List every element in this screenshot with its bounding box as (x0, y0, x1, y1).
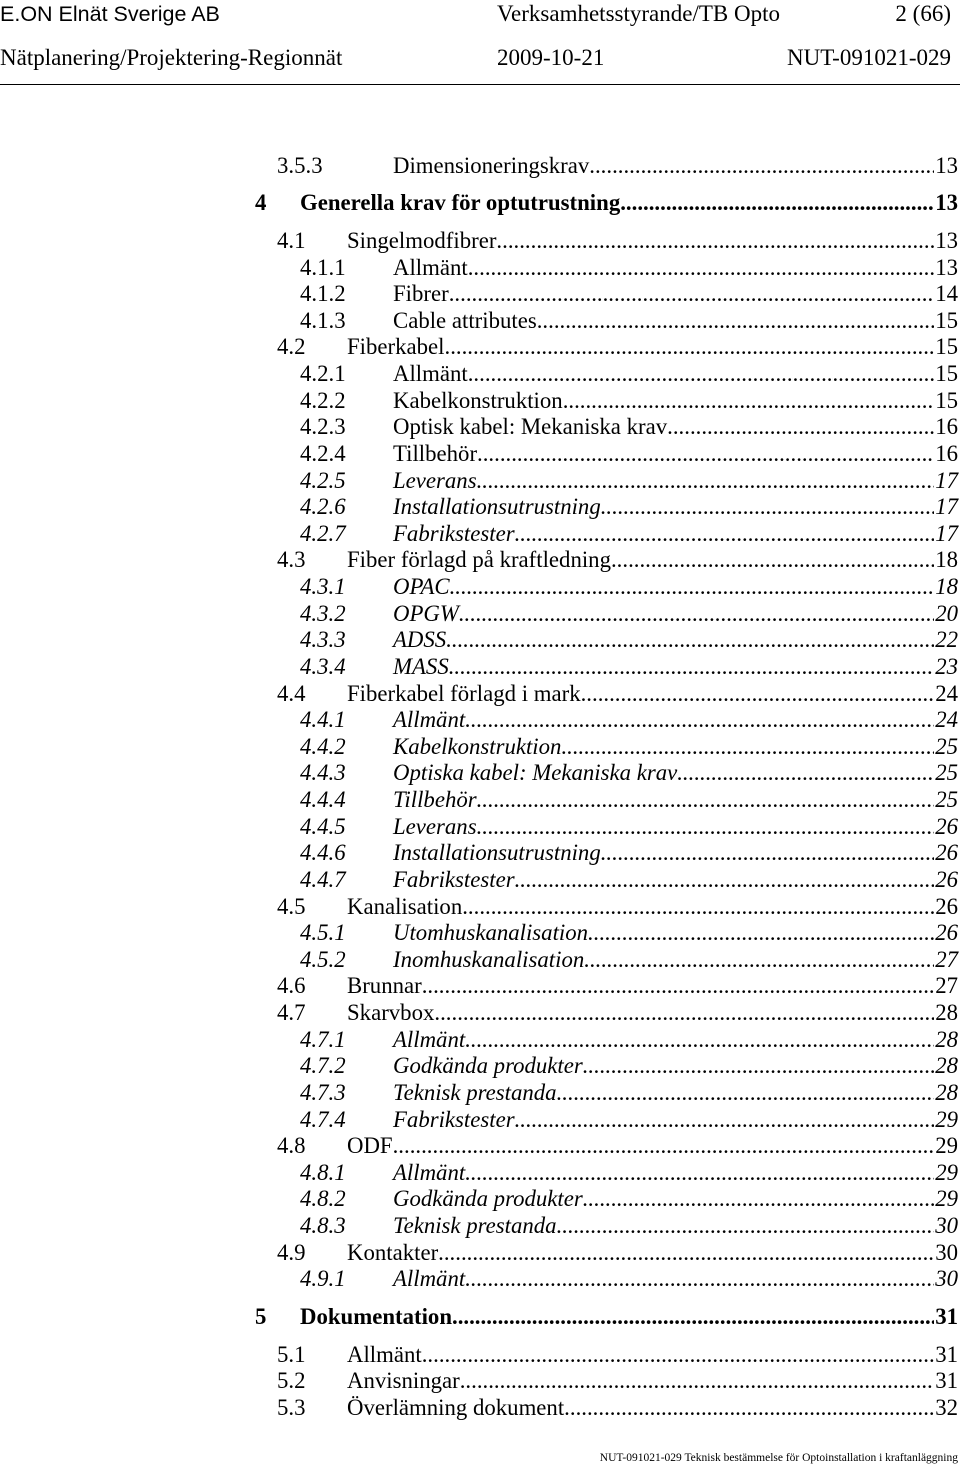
header-company: E.ON Elnät Sverige AB (0, 2, 220, 26)
toc-entry-dot-leader (462, 894, 934, 921)
toc-entry-dot-leader (611, 547, 934, 574)
toc-entry-4-1-1[interactable] (0, 255, 960, 282)
toc-entry-4-2-6[interactable] (0, 494, 960, 521)
toc-entry-title: Utomhuskanalisation (393, 920, 589, 946)
toc-entry-title: Fiber förlagd på kraftledning (347, 547, 611, 573)
toc-entry-dot-leader (452, 1304, 934, 1331)
toc-entry-4-4-4[interactable] (0, 787, 960, 814)
toc-entry-number: 4.8.2 (300, 1186, 346, 1212)
toc-entry-number: 4.4.5 (300, 813, 346, 839)
toc-entry-title: Installationsutrustning (393, 840, 601, 866)
toc-entry-page-number: 23 (935, 653, 958, 679)
toc-entry-page-number: 25 (935, 787, 958, 813)
toc-entry-title: Fibrer (393, 281, 449, 307)
toc-entry-title: ADSS (393, 627, 447, 653)
toc-entry-title: Brunnar (347, 973, 422, 999)
toc-entry-title: Tillbehör (393, 440, 478, 466)
toc-entry-number: 4.2.4 (300, 440, 346, 466)
toc-entry-page-number: 26 (935, 813, 958, 839)
toc-entry-dot-leader (445, 334, 935, 361)
toc-entry-title: OPAC (393, 574, 450, 600)
toc-entry-title: Teknisk prestanda (393, 1079, 557, 1105)
toc-entry-4-1-3[interactable] (0, 308, 960, 335)
toc-entry-4-2-1[interactable] (0, 361, 960, 388)
toc-entry-page-number: 17 (935, 494, 958, 520)
toc-entry-page-number: 26 (935, 893, 958, 919)
toc-entry-page-number: 15 (935, 387, 958, 413)
toc-entry-number: 4.7 (277, 1000, 306, 1026)
toc-entry-title: Allmänt (393, 1159, 466, 1185)
toc-entry-number: 4.2.3 (300, 414, 346, 440)
toc-entry-dot-leader (589, 153, 934, 180)
toc-entry-dot-leader (588, 920, 934, 947)
toc-entry-title: Singelmodfibrer (347, 227, 497, 253)
toc-entry-dot-leader (477, 468, 935, 495)
header-document-type: Verksamhetsstyrande/TB Opto (497, 1, 780, 26)
toc-entry-page-number: 26 (935, 866, 958, 892)
toc-entry-page-number: 28 (935, 1053, 958, 1079)
toc-entry-page-number: 24 (935, 680, 958, 706)
toc-entry-page-number: 13 (935, 254, 958, 280)
toc-entry-4-2-7[interactable] (0, 521, 960, 548)
toc-entry-dot-leader (459, 601, 934, 628)
toc-entry-4-4-6[interactable] (0, 840, 960, 867)
toc-entry-number: 4.5.2 (300, 946, 346, 972)
toc-entry-dot-leader (465, 1027, 934, 1054)
toc-entry-title: ODF (347, 1133, 393, 1159)
toc-entry-4-7-4[interactable] (0, 1107, 960, 1134)
toc-entry-4-4-7[interactable] (0, 867, 960, 894)
toc-entry-dot-leader (557, 1213, 935, 1240)
toc-entry-dot-leader (584, 947, 934, 974)
toc-entry-dot-leader (515, 1107, 935, 1134)
toc-entry-page-number: 25 (935, 760, 958, 786)
toc-entry-title: Fabrikstester (393, 1106, 515, 1132)
toc-entry-number: 4.4.6 (300, 840, 346, 866)
toc-entry-4-5-1[interactable] (0, 920, 960, 947)
toc-entry-page-number: 29 (935, 1159, 958, 1185)
toc-entry-dot-leader (449, 281, 934, 308)
toc-entry-4-2-5[interactable] (0, 468, 960, 495)
toc-entry-number: 4.4 (277, 680, 306, 706)
toc-entry-number: 4.9.1 (300, 1266, 346, 1292)
toc-entry-number: 4.2.2 (300, 387, 346, 413)
toc-entry-title: Kabelkonstruktion (393, 733, 562, 759)
toc-entry-dot-leader (465, 707, 934, 734)
toc-entry-page-number: 30 (935, 1239, 958, 1265)
toc-entry-page-number: 32 (935, 1394, 958, 1420)
toc-entry-number: 4.4.1 (300, 707, 346, 733)
toc-entry-dot-leader (601, 494, 934, 521)
toc-entry-number: 5.1 (277, 1341, 306, 1367)
toc-entry-page-number: 16 (935, 414, 958, 440)
toc-entry-number: 4.4.2 (300, 733, 346, 759)
toc-entry-page-number: 16 (935, 440, 958, 466)
toc-entry-page-number: 25 (935, 733, 958, 759)
toc-entry-dot-leader (515, 867, 935, 894)
toc-entry-4-3-3[interactable] (0, 627, 960, 654)
toc-entry-dot-leader (601, 840, 934, 867)
toc-entry-number: 4.8 (277, 1133, 306, 1159)
toc-entry-title: Överlämning dokument (347, 1394, 565, 1420)
toc-entry-number: 4.2.1 (300, 361, 346, 387)
toc-entry-title: Skarvbox (347, 1000, 435, 1026)
toc-entry-5[interactable] (0, 1304, 960, 1331)
toc-entry-title: Tillbehör (393, 787, 477, 813)
toc-entry-title: Optisk kabel: Mekaniska krav (393, 414, 668, 440)
toc-entry-number: 4.1.3 (300, 307, 346, 333)
toc-entry-dot-leader (422, 973, 935, 1000)
toc-entry-number: 4.3 (277, 547, 306, 573)
toc-entry-4-4-1[interactable] (0, 707, 960, 734)
toc-entry-4-3-4[interactable] (0, 654, 960, 681)
toc-entry-page-number: 31 (935, 1303, 958, 1329)
toc-entry-4-7-2[interactable] (0, 1053, 960, 1080)
toc-entry-page-number: 29 (935, 1186, 958, 1212)
toc-entry-title: Leverans (393, 813, 477, 839)
toc-entry-4-1[interactable] (0, 228, 960, 255)
toc-entry-dot-leader (496, 228, 934, 255)
toc-entry-number: 4.2.5 (300, 467, 346, 493)
toc-entry-title: Allmänt (393, 707, 466, 733)
toc-entry-4-9-1[interactable] (0, 1266, 960, 1293)
toc-entry-page-number: 31 (935, 1341, 958, 1367)
toc-entry-page-number: 26 (935, 840, 958, 866)
toc-entry-number: 5.2 (277, 1368, 306, 1394)
toc-entry-dot-leader (581, 681, 935, 708)
toc-entry-dot-leader (477, 441, 934, 468)
toc-entry-4-8-1[interactable] (0, 1160, 960, 1187)
toc-entry-title: Allmänt (393, 1266, 466, 1292)
toc-entry-4-2-2[interactable] (0, 388, 960, 415)
toc-entry-dot-leader (557, 1080, 935, 1107)
toc-entry-title: Allmänt (393, 361, 468, 387)
toc-entry-number: 4.4.7 (300, 866, 346, 892)
toc-entry-title: Godkända produkter (393, 1186, 583, 1212)
toc-entry-number: 4.7.3 (300, 1079, 346, 1105)
toc-entry-4-8[interactable] (0, 1133, 960, 1160)
toc-entry-title: Fabrikstester (393, 866, 515, 892)
toc-entry-number: 4.4.4 (300, 787, 346, 813)
toc-entry-5-1[interactable] (0, 1342, 960, 1369)
toc-entry-title: OPGW (393, 600, 459, 626)
toc-entry-page-number: 30 (935, 1266, 958, 1292)
toc-entry-title: Fiberkabel (347, 334, 445, 360)
toc-entry-dot-leader (438, 1240, 934, 1267)
toc-entry-4-8-2[interactable] (0, 1186, 960, 1213)
toc-entry-title: Teknisk prestanda (393, 1213, 557, 1239)
toc-entry-4-2-3[interactable] (0, 414, 960, 441)
toc-entry-number: 4.5 (277, 893, 306, 919)
toc-entry-page-number: 31 (935, 1368, 958, 1394)
toc-entry-dot-leader (677, 760, 934, 787)
toc-entry-page-number: 28 (935, 1000, 958, 1026)
toc-entry-dot-leader (465, 1266, 934, 1293)
toc-entry-page-number: 20 (935, 600, 958, 626)
toc-entry-title: Allmänt (393, 1026, 466, 1052)
toc-entry-page-number: 28 (935, 1079, 958, 1105)
toc-entry-title: Dimensioneringskrav (393, 152, 590, 178)
toc-entry-4-1-2[interactable] (0, 281, 960, 308)
toc-entry-page-number: 15 (935, 361, 958, 387)
toc-entry-number: 4.1 (277, 227, 306, 253)
header-date: 2009-10-21 (497, 45, 605, 70)
toc-entry-number: 4 (255, 190, 267, 216)
toc-entry-title: Fabrikstester (393, 520, 515, 546)
toc-entry-dot-leader (561, 734, 934, 761)
toc-entry-number: 4.8.3 (300, 1213, 346, 1239)
toc-entry-page-number: 28 (935, 1026, 958, 1052)
toc-entry-4-4-2[interactable] (0, 734, 960, 761)
toc-entry-title: Dokumentation (300, 1303, 452, 1329)
toc-entry-4-3-2[interactable] (0, 601, 960, 628)
toc-entry-dot-leader (468, 361, 934, 388)
toc-entry-number: 4.9 (277, 1239, 306, 1265)
toc-entry-dot-leader (465, 1160, 934, 1187)
toc-entry-number: 4.3.4 (300, 653, 346, 679)
toc-entry-4-6[interactable] (0, 973, 960, 1000)
header-department: Nätplanering/Projektering-Regionnät (0, 45, 343, 70)
toc-entry-number: 4.5.1 (300, 920, 346, 946)
toc-entry-title: Generella krav för optutrustning (300, 190, 621, 216)
page-footer: NUT-091021-029 Teknisk bestämmelse för Optoinstallation i kraftanläggning (599, 1452, 958, 1464)
toc-entry-dot-leader (446, 627, 934, 654)
toc-entry-page-number: 29 (935, 1133, 958, 1159)
toc-entry-title: Cable attributes (393, 307, 537, 333)
toc-entry-number: 4.1.1 (300, 254, 346, 280)
header-divider (0, 84, 960, 85)
toc-entry-title: Inomhuskanalisation (393, 946, 585, 972)
toc-entry-dot-leader (477, 787, 935, 814)
toc-entry-4-4[interactable] (0, 681, 960, 708)
toc-entry-page-number: 15 (935, 307, 958, 333)
toc-entry-number: 4.3.2 (300, 600, 346, 626)
toc-entry-dot-leader (434, 1000, 934, 1027)
toc-entry-number: 5.3 (277, 1394, 306, 1420)
toc-entry-4-2[interactable] (0, 334, 960, 361)
toc-entry-number: 4.2 (277, 334, 306, 360)
toc-entry-page-number: 29 (935, 1106, 958, 1132)
toc-entry-5-3[interactable] (0, 1395, 960, 1422)
toc-entry-4-4-3[interactable] (0, 760, 960, 787)
header-line-1 (0, 0, 960, 28)
toc-entry-dot-leader (460, 1368, 934, 1395)
toc-entry-4-9[interactable] (0, 1240, 960, 1267)
toc-entry-page-number: 18 (935, 547, 958, 573)
toc-entry-number: 4.2.6 (300, 494, 346, 520)
toc-entry-4-7[interactable] (0, 1000, 960, 1027)
toc-entry-number: 5 (255, 1303, 267, 1329)
toc-entry-title: MASS (393, 653, 449, 679)
toc-entry-dot-leader (449, 654, 934, 681)
header-document-id: NUT-091021-029 (787, 45, 951, 70)
toc-entry-page-number: 15 (935, 334, 958, 360)
toc-entry-4-5-2[interactable] (0, 947, 960, 974)
toc-entry-4-7-3[interactable] (0, 1080, 960, 1107)
toc-entry-number: 4.7.2 (300, 1053, 346, 1079)
toc-entry-dot-leader (450, 574, 935, 601)
toc-entry-title: Kanalisation (347, 893, 463, 919)
toc-entry-page-number: 22 (935, 627, 958, 653)
toc-entry-number: 4.8.1 (300, 1159, 346, 1185)
toc-entry-dot-leader (667, 414, 934, 441)
toc-entry-number: 3.5.3 (277, 152, 323, 178)
toc-entry-number: 4.6 (277, 973, 306, 999)
toc-entry-number: 4.4.3 (300, 760, 346, 786)
toc-entry-dot-leader (620, 190, 934, 217)
toc-entry-dot-leader (515, 521, 935, 548)
toc-entry-title: Installationsutrustning (393, 494, 601, 520)
toc-entry-page-number: 14 (935, 281, 958, 307)
header-line-2 (0, 44, 960, 72)
toc-entry-dot-leader (537, 308, 934, 335)
toc-entry-title: Allmänt (393, 254, 468, 280)
toc-entry-page-number: 13 (935, 227, 958, 253)
toc-entry-page-number: 26 (935, 920, 958, 946)
toc-entry-title: Optiska kabel: Mekaniska krav (393, 760, 678, 786)
toc-entry-5-2[interactable] (0, 1368, 960, 1395)
toc-entry-dot-leader (468, 255, 934, 282)
toc-entry-dot-leader (564, 1395, 934, 1422)
toc-entry-4-8-3[interactable] (0, 1213, 960, 1240)
toc-entry-page-number: 27 (935, 946, 958, 972)
toc-entry-dot-leader (563, 388, 935, 415)
toc-entry-4-7-1[interactable] (0, 1027, 960, 1054)
toc-entry-page-number: 17 (935, 467, 958, 493)
toc-entry-title: Leverans (393, 467, 477, 493)
toc-entry-number: 4.3.3 (300, 627, 346, 653)
toc-entry-title: Anvisningar (347, 1368, 460, 1394)
toc-entry-4-2-4[interactable] (0, 441, 960, 468)
toc-entry-title: Allmänt (347, 1341, 422, 1367)
toc-entry-number: 4.2.7 (300, 520, 346, 546)
toc-entry-4[interactable] (0, 190, 960, 217)
toc-entry-number: 4.3.1 (300, 574, 346, 600)
toc-entry-3-5-3[interactable] (0, 153, 960, 180)
toc-entry-4-3[interactable] (0, 547, 960, 574)
toc-entry-4-3-1[interactable] (0, 574, 960, 601)
toc-list (0, 153, 960, 1422)
toc-entry-dot-leader (583, 1186, 934, 1213)
toc-entry-dot-leader (583, 1053, 934, 1080)
toc-entry-page-number: 27 (935, 973, 958, 999)
toc-entry-dot-leader (477, 814, 935, 841)
toc-entry-title: Fiberkabel förlagd i mark (347, 680, 581, 706)
toc-entry-page-number: 24 (935, 707, 958, 733)
toc-entry-title: Kabelkonstruktion (393, 387, 563, 413)
toc-entry-page-number: 18 (935, 574, 958, 600)
toc-entry-dot-leader (393, 1133, 935, 1160)
header-page-indicator: 2 (66) (895, 1, 951, 26)
toc-entry-number: 4.7.4 (300, 1106, 346, 1132)
toc-entry-4-4-5[interactable] (0, 814, 960, 841)
toc-entry-dot-leader (422, 1342, 934, 1369)
toc-entry-page-number: 13 (935, 152, 958, 178)
toc-entry-page-number: 17 (935, 520, 958, 546)
toc-entry-4-5[interactable] (0, 894, 960, 921)
toc-entry-number: 4.7.1 (300, 1026, 346, 1052)
toc-entry-title: Kontakter (347, 1239, 439, 1265)
toc-entry-number: 4.1.2 (300, 281, 346, 307)
toc-entry-page-number: 30 (935, 1213, 958, 1239)
toc-entry-page-number: 13 (935, 190, 958, 216)
toc-entry-title: Godkända produkter (393, 1053, 583, 1079)
